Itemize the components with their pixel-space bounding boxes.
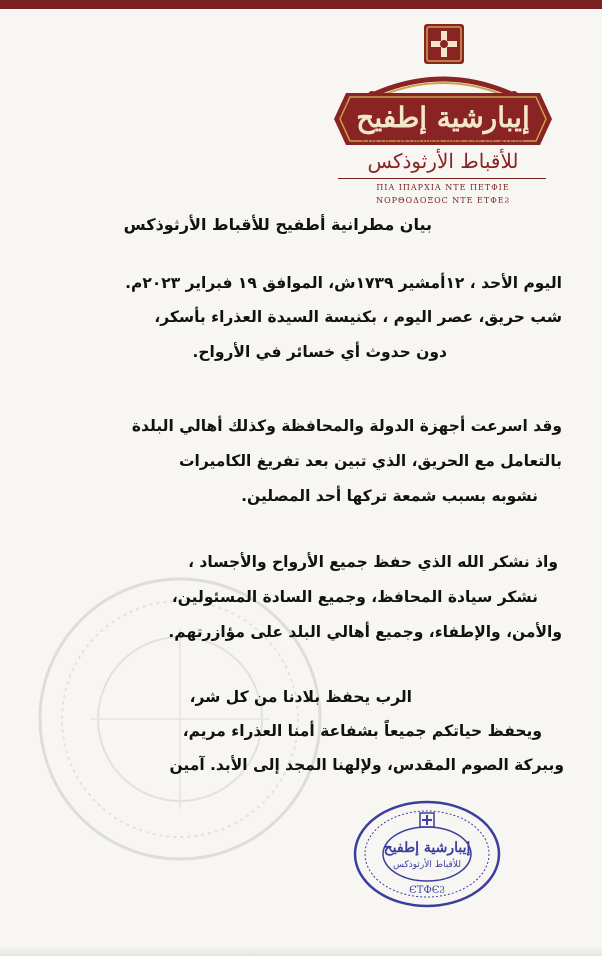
paragraph-2-line-2: بالتعامل مع الحريق، الذي تبين بعد تفريغ الكاميرات [178, 452, 562, 470]
logo-arabic-title: إيبارشية إطفيح [356, 101, 530, 134]
paragraph-4-line-3: وببركة الصوم المقدس، ولإلهنا المجد إلى الأبد. آمين [169, 756, 564, 774]
paragraph-1-line-2: شب حريق، عصر اليوم ، بكنيسة السيدة العذراء بأسكر، [154, 308, 562, 326]
paragraph-2-line-1: وقد اسرعت أجهزة الدولة والمحافظة وكذلك أهالي البلدة [131, 417, 562, 435]
paragraph-2-line-3: نشوبه بسبب شمعة تركها أحد المصلين. [241, 487, 538, 505]
logo-coptic-line-2: ΝΟΡΘΟΔΟΞΟϹ ΝΤΕ ΕΤΦΕϨ [376, 196, 510, 205]
paragraph-4-line-1: الرب يحفظ بلادنا من كل شر، [189, 688, 412, 706]
paragraph-3-line-1: واذ نشكر الله الذي حفظ جميع الأرواح والأجساد ، [188, 553, 558, 571]
coptic-cross-icon [423, 23, 465, 65]
paragraph-3-line-2: نشكر سيادة المحافظ، وجميع السادة المسئولين، [171, 588, 538, 606]
paragraph-4-line-2: ويحفظ حياتكم جميعاً بشفاعة أمنا العذراء مريم، [182, 722, 542, 740]
page-bottom-edge [0, 946, 602, 956]
logo-arabic-subtitle: للأقباط الأرثوذكس [367, 149, 519, 173]
diocese-seal-stamp [352, 799, 502, 909]
watermark-seal [30, 569, 330, 869]
logo-english-subtitle: COPTIC ORTHODOX DIOCESE OF ATFIH [361, 137, 525, 145]
logo-divider [338, 178, 546, 179]
paragraph-1-line-1: اليوم الأحد ، ١٢أمشير ١٧٣٩ش، الموافق ١٩ فبراير ٢٠٢٣م. [125, 274, 562, 292]
letter-page [0, 9, 602, 956]
paragraph-3-line-3: والأمن، والإطفاء، وجميع أهالي البلد على مؤازرتهم. [168, 623, 562, 641]
diocese-logo [318, 21, 568, 211]
top-border [0, 0, 602, 9]
seal-arabic-subtitle: للأقباط الأرثوذكس [393, 860, 461, 870]
seal-arabic-title: إيبارشية إطفيح [383, 840, 471, 856]
logo-coptic-line-1: ΠΙΑ ΙΠΑΡΧΙΑ ΝΤΕ ΠΕΤΦΙΕ [376, 183, 510, 192]
seal-coptic-text: ЄТФЄϨ [409, 885, 445, 896]
paragraph-1-line-3: دون حدوث أي خسائر في الأرواح. [192, 343, 447, 361]
statement-title: بيان مطرانية أطفيح للأقباط الأرثوذكس [123, 215, 432, 234]
